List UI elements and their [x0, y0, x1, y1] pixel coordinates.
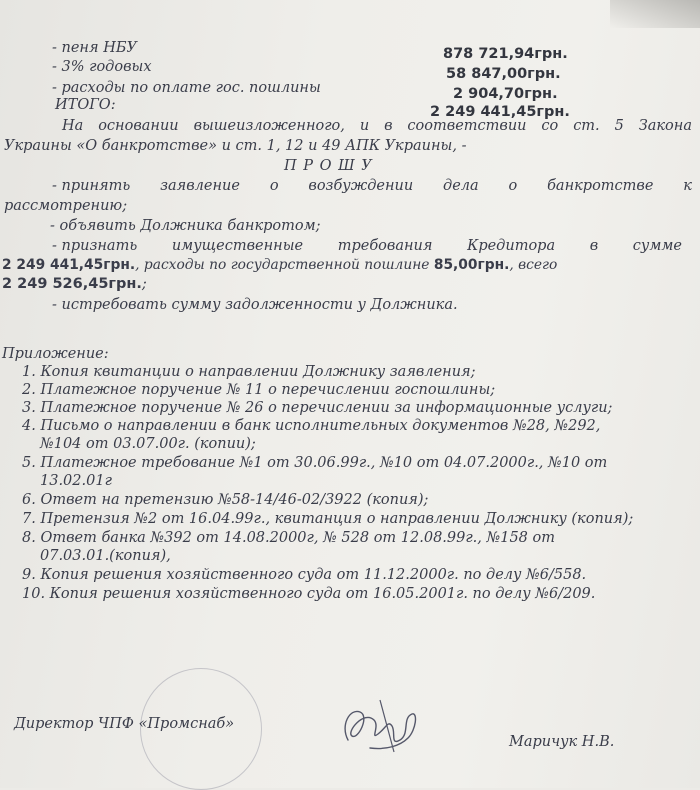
amount-label-penalty: - пеня НБУ	[52, 40, 137, 56]
word: соответствии	[407, 118, 527, 134]
word: На	[62, 118, 84, 134]
page-corner-shadow	[610, 0, 700, 28]
request-1-line-2: рассмотрению;	[4, 198, 128, 214]
amount-label-total: ИТОГО:	[55, 97, 116, 113]
word: о	[269, 178, 279, 194]
attachment-item: 10. Копия решения хозяйственного суда от 16.05.2001г. по делу №6/209.	[22, 586, 596, 602]
signature-image	[330, 690, 430, 760]
word: вышеизложенного,	[193, 118, 345, 134]
amount-label-fee: - расходы по оплате гос. пошлины	[52, 80, 321, 96]
attachment-item: 8. Ответ банка №392 от 14.08.2000г, № 528 от 12.08.99г., №158 от	[22, 530, 555, 546]
word: основании	[98, 118, 179, 134]
request-3-fee: 85,00грн.	[433, 257, 510, 273]
attachment-item: 1. Копия квитанции о направлении Должнику заявления;	[22, 364, 476, 380]
request-3-amount: 2 249 441,45грн.	[2, 257, 136, 273]
amount-value-total: 2 249 441,45грн.	[430, 104, 570, 120]
request-heading: П Р О Ш У	[284, 158, 373, 174]
word: банкротстве	[547, 178, 654, 194]
word: ст.	[573, 118, 600, 134]
attachment-item: 4. Письмо о направлении в банк исполнительных документов №28, №292,	[22, 418, 601, 434]
word: возбуждении	[308, 178, 414, 194]
signatory-name: Маричук Н.В.	[509, 734, 615, 750]
word: - признать	[52, 238, 138, 254]
attachment-item-continued: 13.02.01г	[40, 473, 112, 489]
request-4: - истребовать сумму задолженности у Должника.	[52, 297, 458, 313]
director-title: Директор ЧПФ «Промснаб»	[14, 716, 235, 732]
request-3-line-2	[2, 257, 557, 273]
word: имущественные	[171, 238, 304, 254]
attachment-item: 9. Копия решения хозяйственного суда от 11.12.2000г. по делу №6/558.	[22, 567, 587, 583]
attachments-heading: Приложение:	[2, 346, 109, 362]
amount-value-interest: 58 847,00грн.	[446, 66, 561, 82]
attachment-item: 3. Платежное поручение № 26 о перечислении за информационные услуги;	[22, 400, 613, 416]
request-3-text: , расходы по государственной пошлине	[135, 257, 430, 273]
request-2: - объявить Должника банкротом;	[50, 218, 321, 234]
attachment-item: 6. Ответ на претензию №58-14/46-02/3922 (копия);	[22, 492, 429, 508]
word: сумме	[632, 238, 682, 254]
amount-value-penalty: 878 721,94грн.	[443, 46, 568, 62]
request-3-total-end: ;	[141, 276, 147, 292]
attachment-item-continued: 07.03.01.(копия),	[40, 548, 171, 564]
amount-label-interest: - 3% годовых	[52, 59, 152, 75]
word: к	[683, 178, 692, 194]
basis-line-1	[62, 118, 692, 134]
word: дела	[443, 178, 479, 194]
request-3-line-1	[52, 238, 682, 254]
amount-value-fee: 2 904,70грн.	[453, 86, 558, 102]
basis-line-2: Украины «О банкротстве» и ст. 1, 12 и 49 АПК Украины, -	[4, 138, 467, 154]
request-3-line-3	[2, 276, 147, 292]
request-3-text-end: , всего	[509, 257, 558, 273]
word: требования	[337, 238, 433, 254]
word: о	[508, 178, 518, 194]
attachment-item-continued: №104 от 03.07.00г. (копии);	[40, 436, 256, 452]
word: - принять	[52, 178, 131, 194]
word: и	[359, 118, 370, 134]
word: Закона	[638, 118, 692, 134]
word: заявление	[160, 178, 240, 194]
word: Кредитора	[467, 238, 556, 254]
attachment-item: 7. Претензия №2 от 16.04.99г., квитанция о направлении Должнику (копия);	[22, 511, 634, 527]
word: в	[589, 238, 599, 254]
word: в	[384, 118, 393, 134]
word: со	[541, 118, 559, 134]
request-3-total: 2 249 526,45грн.	[2, 276, 142, 292]
attachment-item: 5. Платежное требование №1 от 30.06.99г., №10 от 04.07.2000г., №10 от	[22, 455, 608, 471]
attachment-item: 2. Платежное поручение № 11 о перечислении госпошлины;	[22, 382, 496, 398]
word: 5	[614, 118, 624, 134]
request-1-line-1	[52, 178, 692, 194]
